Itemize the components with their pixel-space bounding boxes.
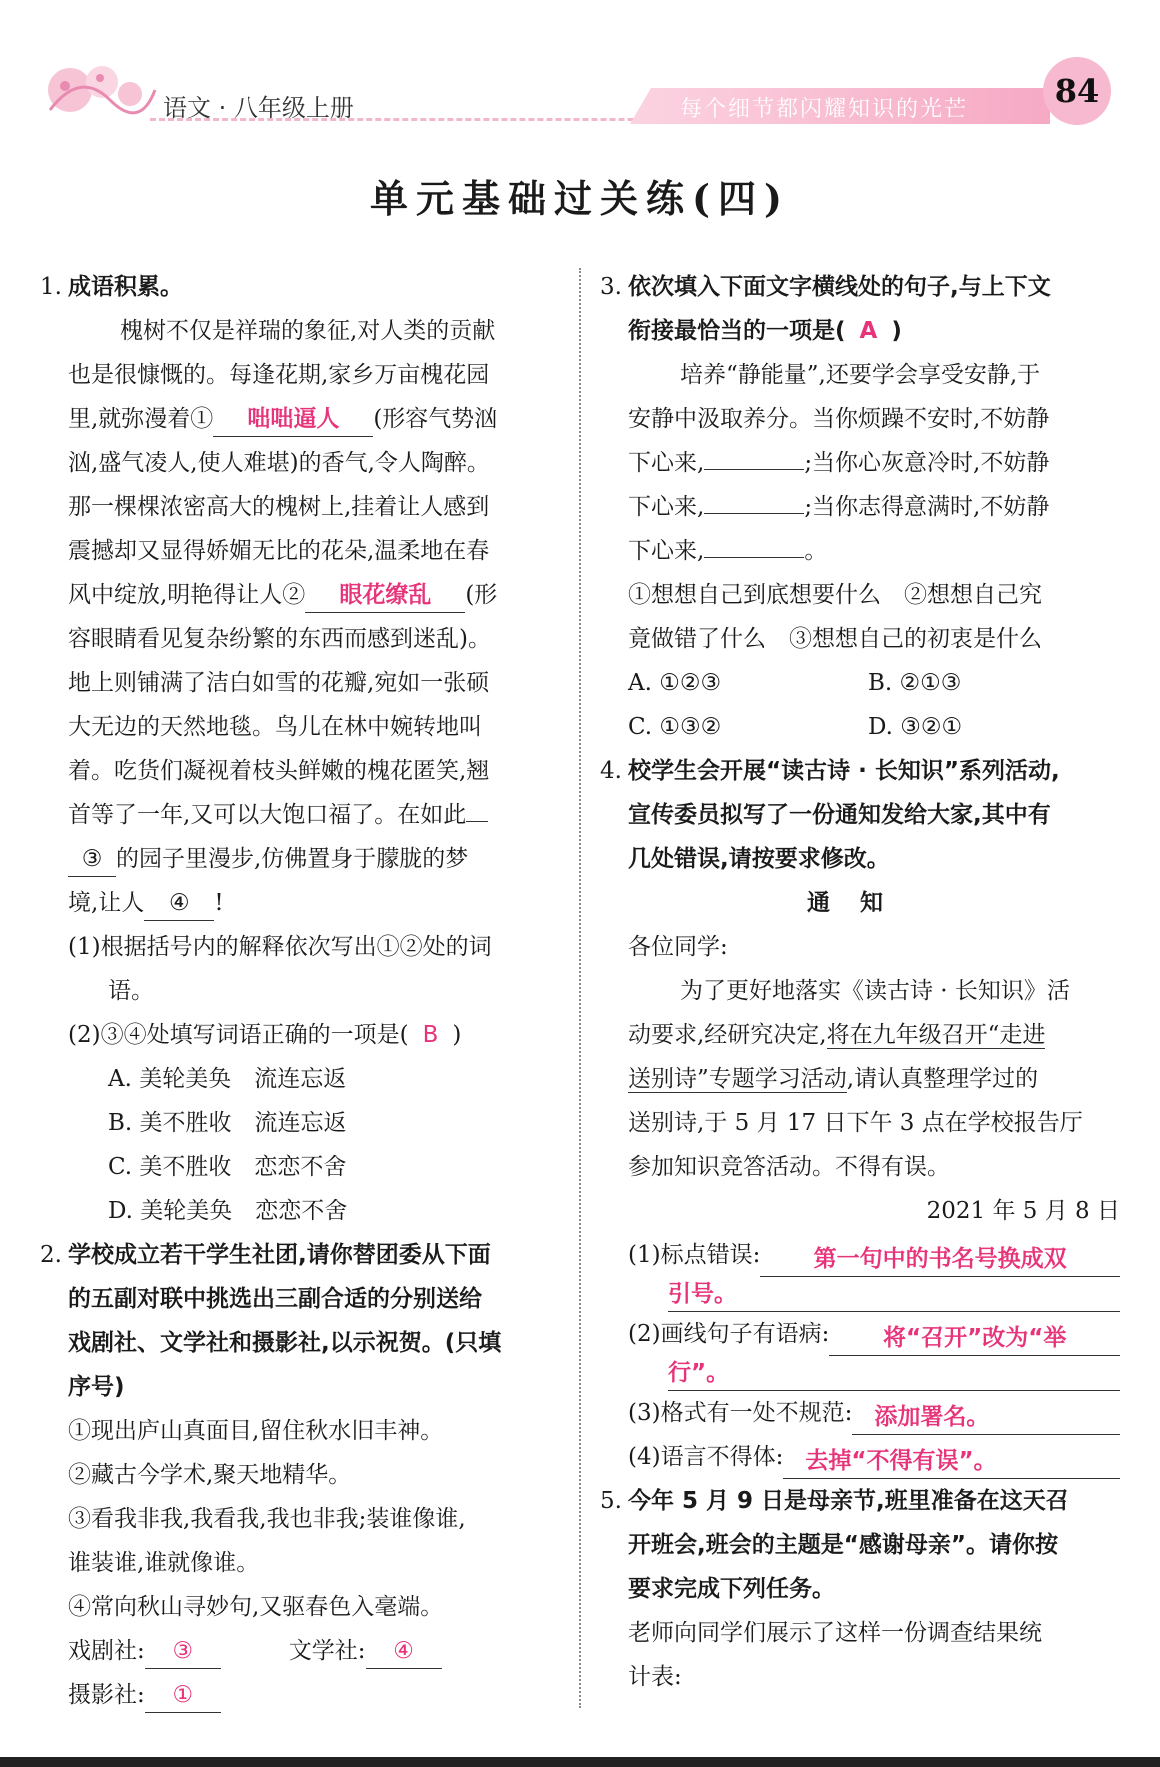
q3-choices-line: 竟做错了什么 ③想想自己的初衷是什么 — [628, 626, 1042, 652]
q1-sub1-cont: 语。 — [108, 978, 154, 1004]
couplet-4: ④常向秋山寻妙句,又驱春色入毫端。 — [68, 1594, 444, 1620]
right-column — [600, 265, 1120, 1699]
q5-text: 计表: — [628, 1664, 682, 1690]
q3-option-b[interactable]: B. ②①③ — [868, 670, 962, 696]
notice-date: 2021 年 5 月 8 日 — [926, 1198, 1120, 1224]
q3-answer[interactable]: A — [859, 318, 878, 344]
q1-passage-line: 里,就弥漫着① 咄咄逼人 (形容气势汹 — [40, 397, 562, 441]
q1-passage-line: 境,让人 ④ ! — [40, 881, 562, 925]
q4-sub4-answer[interactable]: 去掉“不得有误”。 — [783, 1444, 1120, 1479]
q4-sub2-answer-cont[interactable]: 行”。 — [668, 1356, 1120, 1391]
q1-sub2-answer[interactable]: B — [422, 1022, 439, 1048]
q4-sub2: (2)画线句子有语病: 将“召开”改为“举 — [600, 1312, 1120, 1356]
q1-passage-line: 风中绽放,明艳得让人② 眼花缭乱 (形 — [40, 573, 562, 617]
q3-blank[interactable] — [704, 513, 804, 514]
floral-logo-icon — [40, 50, 160, 130]
q4-sub2-cont — [600, 1356, 1120, 1391]
q4-sub1-answer-cont[interactable]: 引号。 — [668, 1277, 1120, 1312]
q5-heading: 5. 今年 5 月 9 日是母亲节,班里准备在这天召 — [600, 1488, 1069, 1514]
column-divider — [579, 268, 581, 1708]
q4-sub1-answer[interactable]: 第一句中的书名号换成双 — [760, 1242, 1120, 1277]
answer-blank-2[interactable]: 眼花缭乱 — [305, 578, 465, 613]
book-label: 语文 · 八年级上册 — [163, 94, 354, 122]
q2-answers-row: 摄影社: ① — [40, 1673, 562, 1717]
photo-answer[interactable]: ① — [145, 1678, 221, 1713]
q3-passage-line: 下心来, 。 — [628, 538, 828, 564]
q3-passage-line: 下心来, ;当你志得意满时,不妨静 — [628, 494, 1050, 520]
q1-passage-line: 首等了一年,又可以大饱口福了。在如此 — [40, 793, 562, 837]
notice-greeting: 各位同学: — [628, 934, 728, 960]
page-title: 单元基础过关练(四) — [370, 176, 790, 221]
page-number-badge — [1043, 57, 1111, 125]
q1-passage-line: 着。吃货们凝视着枝头鲜嫩的槐花匿笑,翘 — [68, 758, 490, 784]
notice-line: 送别诗,于 5 月 17 日下午 3 点在学校报告厅 — [628, 1110, 1083, 1136]
option-b[interactable]: B. 美不胜收 流连忘返 — [108, 1110, 347, 1136]
blank-3-mark[interactable]: ③ — [68, 842, 116, 877]
q1-passage-line: 也是很慷慨的。每逢花期,家乡万亩槐花园 — [68, 362, 490, 388]
q2-heading-line: 的五副对联中挑选出三副合适的分别送给 — [68, 1286, 482, 1312]
q1-passage-line: ③ 的园子里漫步,仿佛置身于朦胧的梦 — [40, 837, 562, 881]
q1-passage-line: 地上则铺满了洁白如雪的花瓣,宛如一张硕 — [68, 670, 490, 696]
footer-bar — [0, 1757, 1160, 1767]
q3-passage-line: 培养“静能量”,还要学会享受安静,于 — [680, 362, 1041, 388]
q5-heading-line: 开班会,班会的主题是“感谢母亲”。请你按 — [628, 1532, 1058, 1558]
couplet-2: ②藏古今学术,聚天地精华。 — [68, 1462, 352, 1488]
q5-heading-line: 要求完成下列任务。 — [628, 1576, 835, 1602]
q3-blank[interactable] — [704, 557, 804, 558]
header-motto: 每个细节都闪耀知识的光芒 — [680, 97, 969, 122]
underlined-sentence: 将在九年级召开“走进 — [826, 1022, 1046, 1048]
q1-sub2: (2)③④处填写词语正确的一项是( B ) — [68, 1022, 462, 1048]
q3-passage-line: 安静中汲取养分。当你烦躁不安时,不妨静 — [628, 406, 1050, 432]
q4-sub3: (3)格式有一处不规范: 添加署名。 — [600, 1391, 1120, 1435]
q3-options-row — [600, 661, 1120, 705]
q4-sub1-cont — [600, 1277, 1120, 1312]
q3-option-d[interactable]: D. ③②① — [868, 714, 963, 740]
q3-heading-line: 衔接最恰当的一项是( A ) — [628, 318, 902, 344]
q4-sub4: (4)语言不得体: 去掉“不得有误”。 — [600, 1435, 1120, 1479]
notice-title: 通知 — [807, 890, 913, 916]
q1-passage-line: 容眼睛看见复杂纷繁的东西而感到迷乱)。 — [68, 626, 491, 652]
q4-heading-line: 宣传委员拟写了一份通知发给大家,其中有 — [628, 802, 1051, 828]
q3-option-a[interactable]: A. ①②③ — [628, 670, 722, 696]
q4-heading: 4. 校学生会开展“读古诗 · 长知识”系列活动, — [600, 758, 1060, 784]
page-number: 84 — [1054, 72, 1100, 110]
notice-line: 动要求,经研究决定,将在九年级召开“走进 — [628, 1022, 1046, 1048]
q4-sub3-answer[interactable]: 添加署名。 — [852, 1400, 1120, 1435]
literature-answer[interactable]: ④ — [366, 1634, 442, 1669]
q5-text: 老师向同学们展示了这样一份调查结果统 — [628, 1620, 1042, 1646]
q4-sub1: (1)标点错误: 第一句中的书名号换成双 — [600, 1233, 1120, 1277]
q3-heading: 3. 依次填入下面文字横线处的句子,与上下文 — [600, 274, 1051, 300]
underlined-sentence: 送别诗”专题学习活动 — [628, 1066, 847, 1092]
q3-choices-line: ①想想自己到底想要什么 ②想想自己究 — [628, 582, 1042, 608]
q3-passage-line: 下心来, ;当你心灰意冷时,不妨静 — [628, 450, 1050, 476]
q4-heading-line: 几处错误,请按要求修改。 — [628, 846, 890, 872]
option-d[interactable]: D. 美轮美奂 恋恋不舍 — [108, 1198, 348, 1224]
blank-3-start[interactable] — [466, 821, 488, 822]
notice-line: 送别诗”专题学习活动,请认真整理学过的 — [628, 1066, 1039, 1092]
q3-blank[interactable] — [704, 469, 804, 470]
left-column — [40, 265, 562, 1717]
notice-line: 参加知识竞答活动。不得有误。 — [628, 1154, 950, 1180]
q4-sub2-answer[interactable]: 将“召开”改为“举 — [829, 1321, 1120, 1356]
blank-4-mark[interactable]: ④ — [144, 886, 214, 921]
q3-options-row — [600, 705, 1120, 749]
q1-passage-line: 大无边的天然地毯。鸟儿在林中婉转地叫 — [68, 714, 482, 740]
notice-line: 为了更好地落实《读古诗 · 长知识》活 — [680, 978, 1070, 1004]
option-a[interactable]: A. 美轮美奂 流连忘返 — [108, 1066, 347, 1092]
q2-heading-line: 戏剧社、文学社和摄影社,以示祝贺。(只填 — [68, 1330, 502, 1356]
q2-heading: 2. 学校成立若干学生社团,请你替团委从下面 — [40, 1242, 491, 1268]
q2-heading-line: 序号) — [68, 1374, 125, 1400]
q1-sub1: (1)根据括号内的解释依次写出①②处的词 — [68, 934, 492, 960]
q1-passage-line: 汹,盛气凌人,使人难堪)的香气,令人陶醉。 — [68, 450, 490, 476]
q1-passage-line: 槐树不仅是祥瑞的象征,对人类的贡献 — [120, 318, 496, 344]
couplet-3-cont: 谁装谁,谁就像谁。 — [68, 1550, 260, 1576]
q1-heading: 1. 成语积累。 — [40, 274, 183, 300]
couplet-1: ①现出庐山真面目,留住秋水旧丰神。 — [68, 1418, 444, 1444]
q3-option-c[interactable]: C. ①③② — [628, 714, 722, 740]
q2-answers-row: 戏剧社: ③ 文学社: ④ — [40, 1629, 562, 1673]
answer-blank-1[interactable]: 咄咄逼人 — [213, 402, 373, 437]
q1-passage-line: 震撼却又显得娇媚无比的花朵,温柔地在春 — [68, 538, 490, 564]
couplet-3: ③看我非我,我看我,我也非我;装谁像谁, — [68, 1506, 466, 1532]
option-c[interactable]: C. 美不胜收 恋恋不舍 — [108, 1154, 347, 1180]
drama-answer[interactable]: ③ — [145, 1634, 221, 1669]
q1-passage-line: 那一棵棵浓密高大的槐树上,挂着让人感到 — [68, 494, 490, 520]
